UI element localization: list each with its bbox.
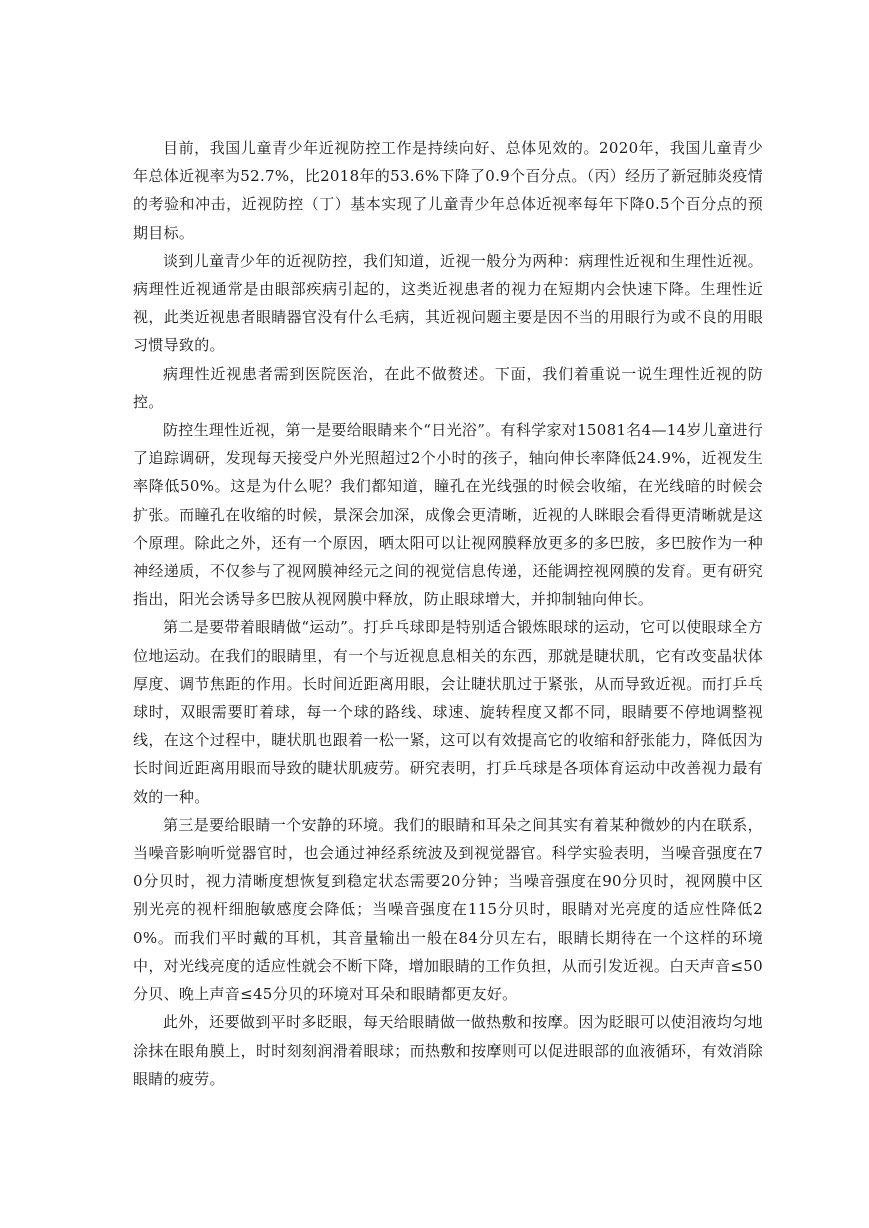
paragraph-eye-exercise: 第二是要带着眼睛做“运动”。打乒乓球即是特别适合锻炼眼球的运动，它可以使眼球全方位地运动。在我们的眼睛里，有一个与近视息息相关的东西，那就是睫状肌，它有改变晶状体厚度、调节焦距的作用。长时间近距离用眼，会让睫状肌过于紧张，从而导致近视。而打乒乓球时，双眼需要盯着球，每一个球的路线、球速、旋转程度又都不同，眼睛要不停地调整视线，在这个过程中，睫状肌也跟着一松一紧，这可以有效提高它的收缩和舒张能力，降低因为长时间近距离用眼而导致的睫状肌疲劳。研究表明，打乒乓球是各项体育运动中改善视力最有效的一种。 xyxy=(133,618,763,806)
paragraph-myopia-types: 谈到儿童青少年的近视防控，我们知道，近视一般分为两种：病理性近视和生理性近视。病理性近视通常是由眼部疾病引起的，这类近视患者的视力在短期内会快速下降。生理性近视，此类近视患者眼睛器官没有什么毛病，其近视问题主要是因不当的用眼行为或不良的用眼习惯导致的。 xyxy=(133,251,763,355)
document-body xyxy=(133,134,763,1093)
paragraph-current-status: 目前，我国儿童青少年近视防控工作是持续向好、总体见效的。2020年，我国儿童青少年总体近视率为52.7%，比2018年的53.6%下降了0.9个百分点。（丙）经历了新冠肺炎疫情的考验和冲击，近视防控（丁）基本实现了儿童青少年总体近视率每年下降0.5个百分点的预期目标。 xyxy=(133,139,763,242)
paragraph-pathological-myopia: 病理性近视患者需到医院医治，在此不做赘述。下面，我们着重说一说生理性近视的防控。 xyxy=(133,364,763,411)
paragraph-sunbath: 防控生理性近视，第一是要给眼睛来个“日光浴”。有科学家对15081名4—14岁儿童进行了追踪调研，发现每天接受户外光照超过2个小时的孩子，轴向伸长率降低24.9%，近视发生率降低50%。这是为什么呢？我们都知道，瞳孔在光线强的时候会收缩，在光线暗的时候会扩张。而瞳孔在收缩的时候，景深会加深，成像会更清晰，近视的人眯眼会看得更清晰就是这个原理。除此之外，还有一个原因，晒太阳可以让视网膜释放更多的多巴胺，多巴胺作为一种神经递质，不仅参与了视网膜神经元之间的视觉信息传递，还能调控视网膜的发育。更有研究指出，阳光会诱导多巴胺从视网膜中释放，防止眼球增大，并抑制轴向伸长。 xyxy=(133,421,763,609)
paragraph-blink-massage: 此外，还要做到平时多眨眼，每天给眼睛做一做热敷和按摩。因为眨眼可以使泪液均匀地涂抹在眼角膜上，时时刻刻润滑着眼球；而热敷和按摩则可以促进眼部的血液循环，有效消除眼睛的疲劳。 xyxy=(133,1013,763,1088)
paragraph-quiet-environment: 第三是要给眼睛一个安静的环境。我们的眼睛和耳朵之间其实有着某种微妙的内在联系，当噪音影响听觉器官时，也会通过神经系统波及到视觉器官。科学实验表明，当噪音强度在70分贝时，视力清晰度想恢复到稳定状态需要20分钟；当噪音强度在90分贝时，视网膜中区别光亮的视杆细胞敏感度会降低；当噪音强度在115分贝时，眼睛对光亮度的适应性降低20%。而我们平时戴的耳机，其音量输出一般在84分贝左右，眼睛长期待在一个这样的环境中，对光线亮度的适应性就会不断下降，增加眼睛的工作负担，从而引发近视。白天声音≤50分贝、晚上声音≤45分贝的环境对耳朵和眼睛都更友好。 xyxy=(133,815,763,1004)
